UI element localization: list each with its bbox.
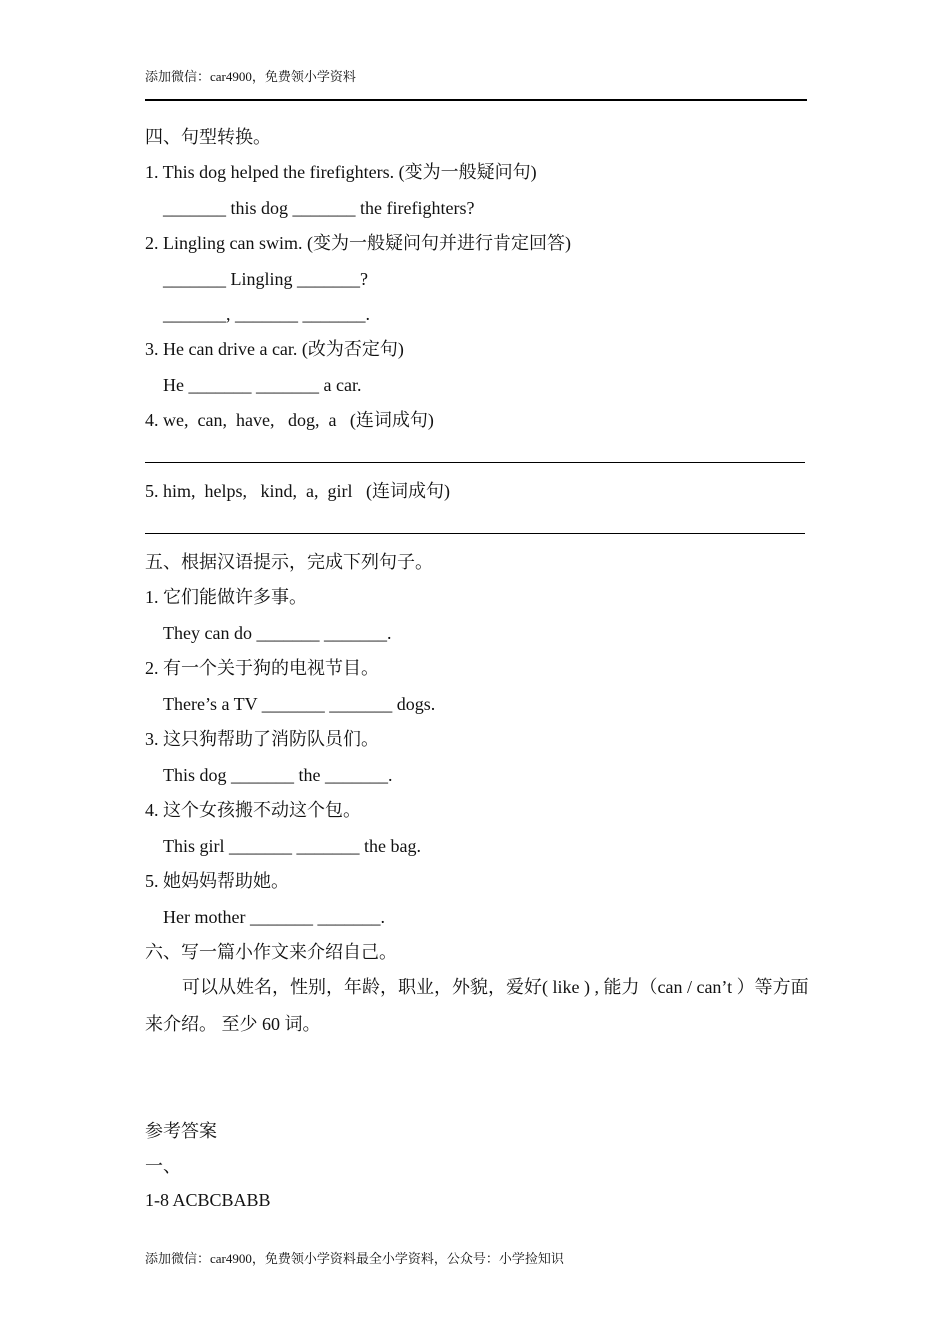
s5-q2-answer: There’s a TV _______ _______ dogs. <box>163 694 436 714</box>
section6-title: 六、写一篇小作文来介绍自己。 <box>145 942 397 962</box>
s5-q5-answer: Her mother _______ _______. <box>163 907 385 927</box>
s5-q4-answer: This girl _______ _______ the bag. <box>163 836 421 856</box>
s4-q4-answer-line <box>145 462 805 463</box>
s5-q3-answer: This dog _______ the _______. <box>163 765 393 785</box>
s6-instructions-line2: 来介绍。 至少 60 词。 <box>145 1014 321 1034</box>
s4-q5-prompt: 5. him, helps, kind, a, girl (连词成句) <box>145 481 450 501</box>
section4-title: 四、句型转换。 <box>145 127 271 147</box>
s4-q4-prompt: 4. we, can, have, dog, a (连词成句) <box>145 410 434 430</box>
s4-q2-answer1: _______ Lingling _______? <box>163 269 368 289</box>
s4-q2-answer2: _______, _______ _______. <box>163 304 370 324</box>
s5-q1-prompt: 1. 它们能做许多事。 <box>145 587 307 607</box>
s5-q3-prompt: 3. 这只狗帮助了消防队员们。 <box>145 729 379 749</box>
s4-q3-answer: He _______ _______ a car. <box>163 375 362 395</box>
answers-part1: 一、 <box>145 1156 181 1176</box>
s4-q3-prompt: 3. He can drive a car. (改为否定句) <box>145 339 404 359</box>
s5-q2-prompt: 2. 有一个关于狗的电视节目。 <box>145 658 379 678</box>
s4-q1-prompt: 1. This dog helped the firefighters. (变为一般疑问句) <box>145 162 537 182</box>
answers-title: 参考答案 <box>145 1121 217 1141</box>
section5-title: 五、根据汉语提示，完成下列句子。 <box>145 552 433 572</box>
answers-key1: 1-8 ACBCBABB <box>145 1190 271 1210</box>
s5-q5-prompt: 5. 她妈妈帮助她。 <box>145 871 289 891</box>
s4-q2-prompt: 2. Lingling can swim. (变为一般疑问句并进行肯定回答) <box>145 233 571 253</box>
header-divider <box>145 99 807 101</box>
page-header: 添加微信：car4900，免费领小学资料 <box>145 69 356 84</box>
s5-q1-answer: They can do _______ _______. <box>163 623 392 643</box>
s4-q5-answer-line <box>145 533 805 534</box>
s5-q4-prompt: 4. 这个女孩搬不动这个包。 <box>145 800 361 820</box>
s6-instructions-line1: 可以从姓名，性别，年龄，职业，外貌，爱好( like ) , 能力（can / can’t ）等方面 <box>182 977 809 997</box>
s4-q1-answer: _______ this dog _______ the firefighters? <box>163 198 475 218</box>
page-footer: 添加微信：car4900，免费领小学资料最全小学资料，公众号：小学捡知识 <box>145 1251 564 1266</box>
